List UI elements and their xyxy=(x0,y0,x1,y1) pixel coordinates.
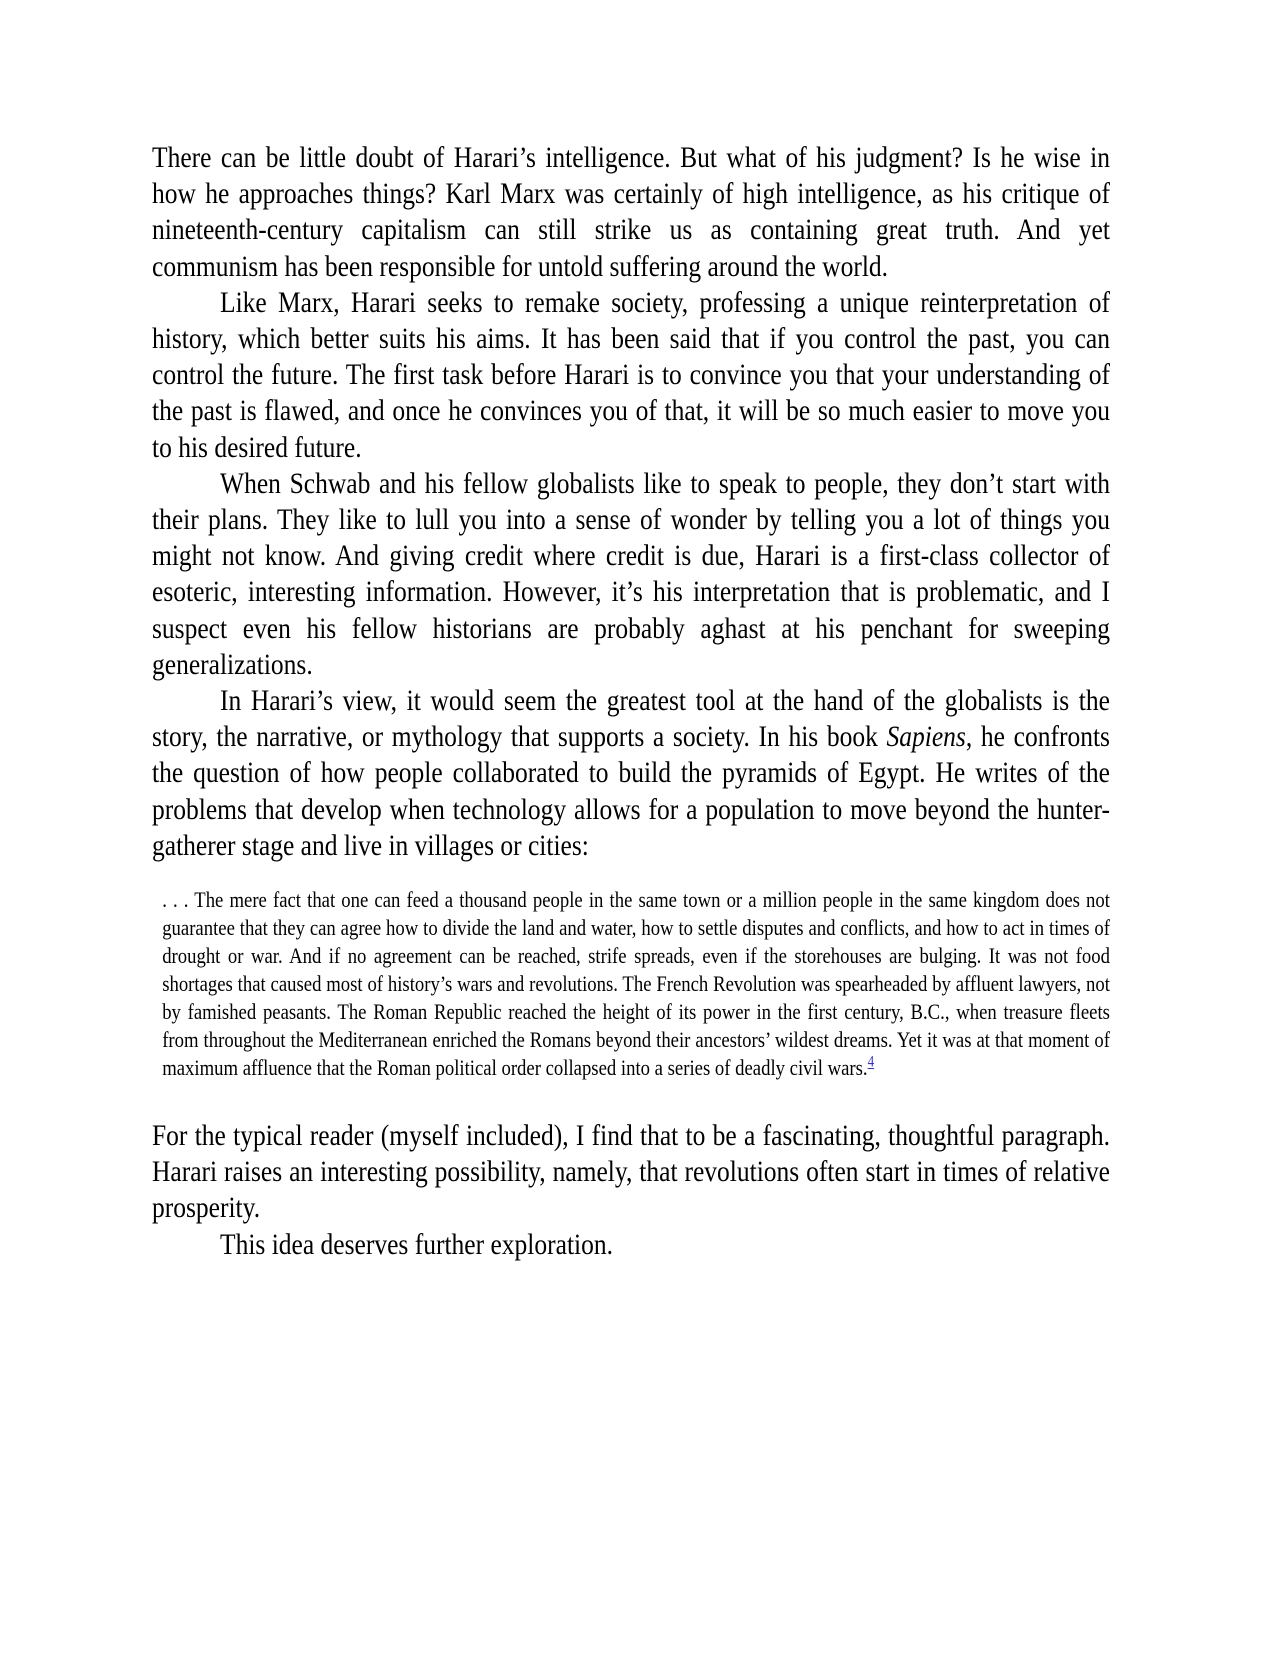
footnote-link-4[interactable]: 4 xyxy=(867,1053,875,1071)
text-column xyxy=(152,140,1110,1263)
paragraph-4-text-after: , he confronts the question of how people collaborated to build the pyramids of Egypt. He writes of the problems that develop when technology allows for a population to move beyond the hunter-gatherer stage and live in villages or cities: xyxy=(152,720,1110,862)
paragraph-5: For the typical reader (myself included), I find that to be a fascinating, thoughtful paragraph. Harari raises an interesting possibility, namely, that revolutions often start in times of relative prosperity. xyxy=(152,1119,1110,1225)
block-quote xyxy=(162,886,1110,1082)
paragraph-6: This idea deserves further exploration. xyxy=(220,1227,613,1261)
book-title-sapiens: Sapiens xyxy=(886,720,966,754)
paragraph-3: When Schwab and his fellow globalists like to speak to people, they don’t start with their plans. They like to lull you into a sense of wonder by telling you a lot of things you might not know. And giving credit where credit is due, Harari is a first-class collector of esoteric, interesting information. However, it’s his interpretation that is problematic, and I suspect even his fellow historians are probably aghast at his penchant for sweeping generalizations. xyxy=(152,466,1110,681)
paragraph-1: There can be little doubt of Harari’s intelligence. But what of his judgment? Is he wise in how he approaches things? Karl Marx was certainly of high intelligence, as his critique of nineteenth-century capitalism can still strike us as containing great truth. And yet communism has been responsible for untold suffering around the world. xyxy=(152,141,1110,283)
paragraph-4-text-before: In Harari’s view, it would seem the greatest tool at the hand of the globalists is the story, the narrative, or mythology that supports a society. In his book xyxy=(152,684,1110,754)
quote-text: . . . The mere fact that one can feed a thousand people in the same town or a million people in the same kingdom does not guarantee that they can agree how to divide the land and water, how to settle disputes and conflicts, and how to act in times of drought or war. And if no agreement can be reached, strife spreads, even if the storehouses are bulging. It was not food shortages that caused most of history’s wars and revolutions. The French Revolution was spearheaded by affluent lawyers, not by famished peasants. The Roman Republic reached the height of its power in the first century, B.C., when treasure fleets from throughout the Mediterranean enriched the Romans beyond their ancestors’ wildest dreams. Yet it was at that moment of maximum affluence that the Roman political order collapsed into a series of deadly civil wars. xyxy=(162,887,1110,1081)
paragraph-4 xyxy=(152,683,1110,864)
footnote-superscript xyxy=(868,1054,875,1071)
paragraph-2: Like Marx, Harari seeks to remake society, professing a unique reinterpretation of history, which better suits his aims. It has been said that if you control the past, you can control the future. The first task before Harari is to convince you that your understanding of the past is flawed, and once he convinces you of that, it will be so much easier to move you to his desired future. xyxy=(152,285,1110,464)
